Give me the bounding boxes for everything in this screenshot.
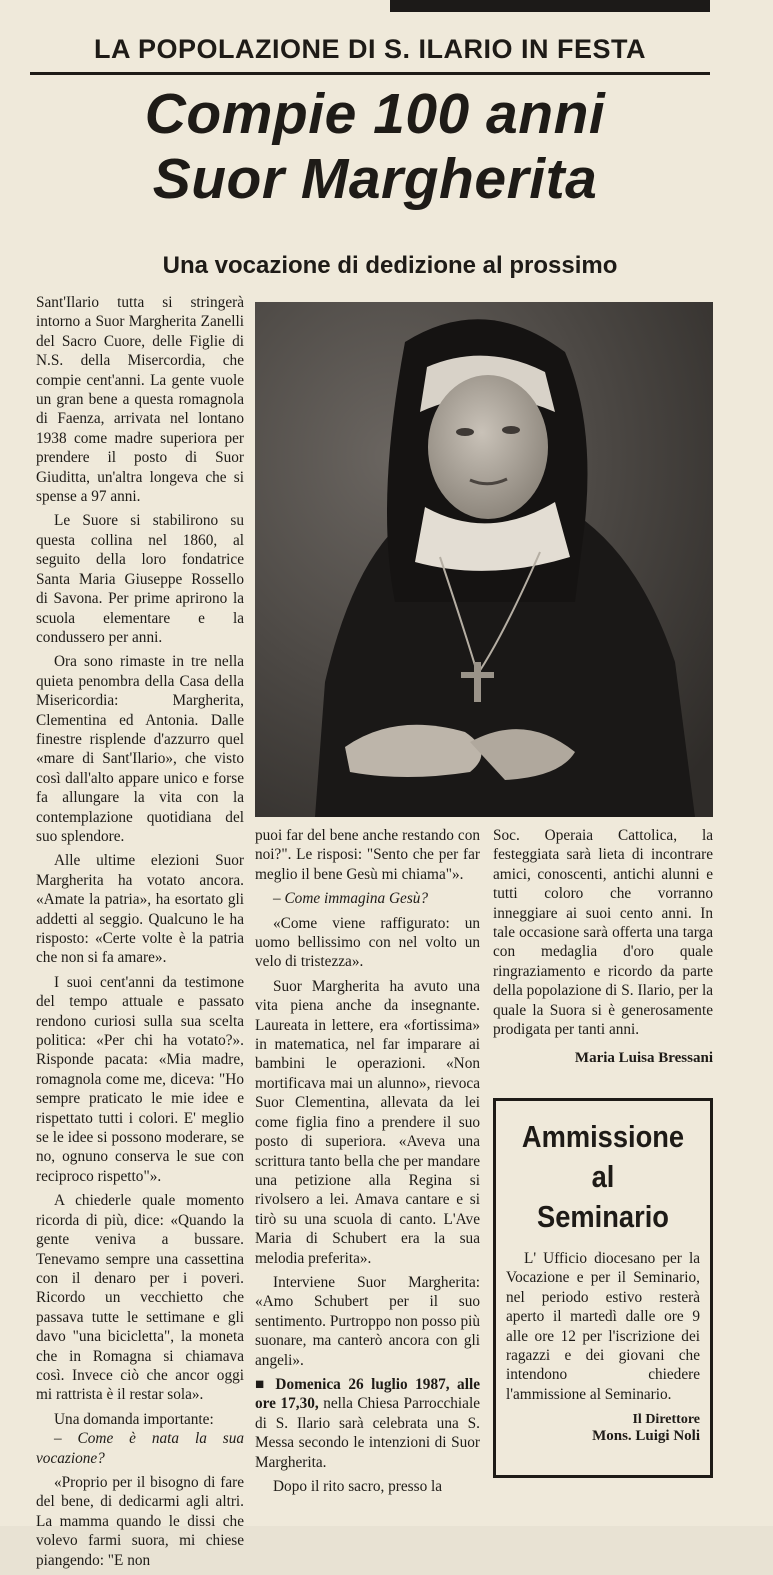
subheadline: Una vocazione di dedizione al prossimo: [162, 252, 618, 279]
kicker-headline: LA POPOLAZIONE DI S. ILARIO IN FESTA: [93, 34, 646, 64]
photo-nun-portrait: [255, 302, 713, 817]
paragraph: «Come viene raffigurato: un uomo bellissimo con nel volto un velo di tristezza».: [255, 914, 480, 971]
top-border-bar: [390, 0, 710, 12]
paragraph: Sant'Ilario tutta si stringerà intorno a Suor Margherita Zanelli del Sacro Cuore, delle Figlie di N.S. della Misercordia, che compie cent'anni. La gente vuole un gran bene a questa romagnola di Faenza, arrivata nel lontano 1938 come madre superiora per prendere il posto di Suor Giuditta, un'altra longeva che si spense a 97 anni.: [36, 294, 244, 506]
paragraph: Suor Margherita ha avuto una vita piena anche da insegnante. Laureata in lettere, era «fortissima» in matematica, nel far imparare ai bambini le operazioni. «Non mortificava mai un alunno», rievoca Suor Clementina, allevata da lei come figlia fino a prendere il suo posto di superiora. «Aveva una scrittura tanto bella che per mandare una petizione alla Regina si rivolsero a lei. Amava cantare e si tirò su una scuola di canto. L'Ave Maria di Schubert era la sua melodia preferita».: [255, 977, 480, 1267]
paragraph: Le Suore si stabilirono su questa collina nel 1860, al seguito della loro fondatrice Santa Maria Giuseppe Rossello di Savona. Per prime aprirono la scuola elementare e la condussero per anni.: [36, 512, 244, 646]
notice-title: [518, 1117, 689, 1237]
paragraph: Alle ultime elezioni Suor Margherita ha votato ancora. «Amate la patria», ha esortato gli addetti al seggio. Qualcuno le ha risposto: «Certe volte è la patria che non si fa amare».: [36, 852, 244, 967]
notice-title-line: al: [591, 1159, 615, 1194]
seminary-notice-box: [493, 1098, 713, 1478]
notice-signature-role: Il Direttore: [632, 1412, 700, 1428]
headline-line-2: Suor Margherita: [152, 147, 598, 211]
byline: Maria Luisa Bressani: [574, 1050, 713, 1067]
paragraph: «Proprio per il bisogno di fare del bene, di dedicarmi agli altri. La mamma quando le dissi che volevo farmi suora, mi chiese piangendo: "E non: [36, 1473, 244, 1569]
notice-title-line: Seminario: [537, 1199, 669, 1234]
question: – Come immagina Gesù?: [273, 890, 429, 908]
square-bullet-icon: ■: [255, 1375, 276, 1393]
article-column-2: [255, 826, 480, 1501]
paragraph: Dopo il rito sacro, presso la: [273, 1478, 443, 1495]
paragraph: A chiederle quale momento ricorda di più, dice: «Quando la gente veniva a bussare. Tenevamo sempre una cassettina con il denaro per i poveri. Ricordo un vecchietto che passava tutte le settimane e gli davo "una bicicletta", la moneta che in Romagna si chiamava così. Invece ciò che ancor oggi mi rattrista è il restar sola».: [36, 1192, 244, 1404]
article-column-1: [36, 293, 244, 1575]
main-headline: [30, 82, 720, 212]
headline-line-1: Compie 100 anni: [144, 82, 606, 146]
paragraph: Ora sono rimaste in tre nella quieta penombra della Casa della Misericordia: Margherita, Clementina ed Antonia. Dalle finestre risplende d'azzurro quel «mare di Sant'Ilario», che visto così dall'alto appare unico e forse fa allungare la vita con la contemplazione quotidiana del suo splendore.: [36, 653, 244, 845]
event-date: Domenica 26 luglio 1987, alle ore 17,30,: [255, 1375, 480, 1413]
paragraph: puoi far del bene anche restando con noi?". Le risposi: "Sento che per far meglio il bene Gesù mi chiama"».: [255, 827, 480, 883]
notice-signature-name: Mons. Luigi Noli: [592, 1428, 700, 1445]
question: – Come è nata la sua vocazione?: [36, 1430, 244, 1467]
nun-portrait-image: [255, 302, 713, 817]
paragraph: Interviene Suor Margherita: «Amo Schubert per il suo sentimento. Purtroppo non posso più suonare, ma canterò ancora con gli angeli».: [255, 1273, 480, 1369]
paragraph: Una domanda importante:: [54, 1410, 214, 1428]
event-paragraph: [255, 1375, 480, 1472]
kicker-rule: [30, 72, 710, 75]
paragraph: I suoi cent'anni da testimone del tempo attuale e passato rendono curiosi sulla sua scelta politica: «Per chi ha votato?». Risponde pacata: «Mia madre, romagnola come me, diceva: "Ho sempre praticato le mie idee e rispettato tutti i colori. E' meglio se le idee si possono moderare, se no, ognuno conserva le sue con reciproco rispetto"».: [36, 973, 244, 1185]
notice-text: L' Ufficio diocesano per la Vocazione e per il Seminario, nel periodo estivo resterà aperto il martedì dalle ore 9 alle ore 12 per l'iscrizione dei ragazzi e dei giovani che intendono chiedere l'ammissione al Seminario.: [506, 1250, 700, 1403]
notice-title-line: Ammissione: [521, 1119, 685, 1154]
article-column-3: [493, 826, 713, 1069]
paragraph: Soc. Operaia Cattolica, la festeggiata sarà lieta di incontrare amici, conoscenti, antichi alunni e tutti coloro che vorranno inneggiare ai suoi cento anni. In tale occasione sarà offerta una targa con medaglia d'oro quale ringraziamento e ricordo da parte della popolazione di S. Ilario, per la quale la Suora si è generosamente prodigata per tanti anni.: [493, 827, 713, 1039]
event-text: nella Chiesa Parrocchiale di S. Ilario sarà celebrata una S. Messa secondo le intenzioni di Suor Margherita.: [255, 1395, 480, 1471]
